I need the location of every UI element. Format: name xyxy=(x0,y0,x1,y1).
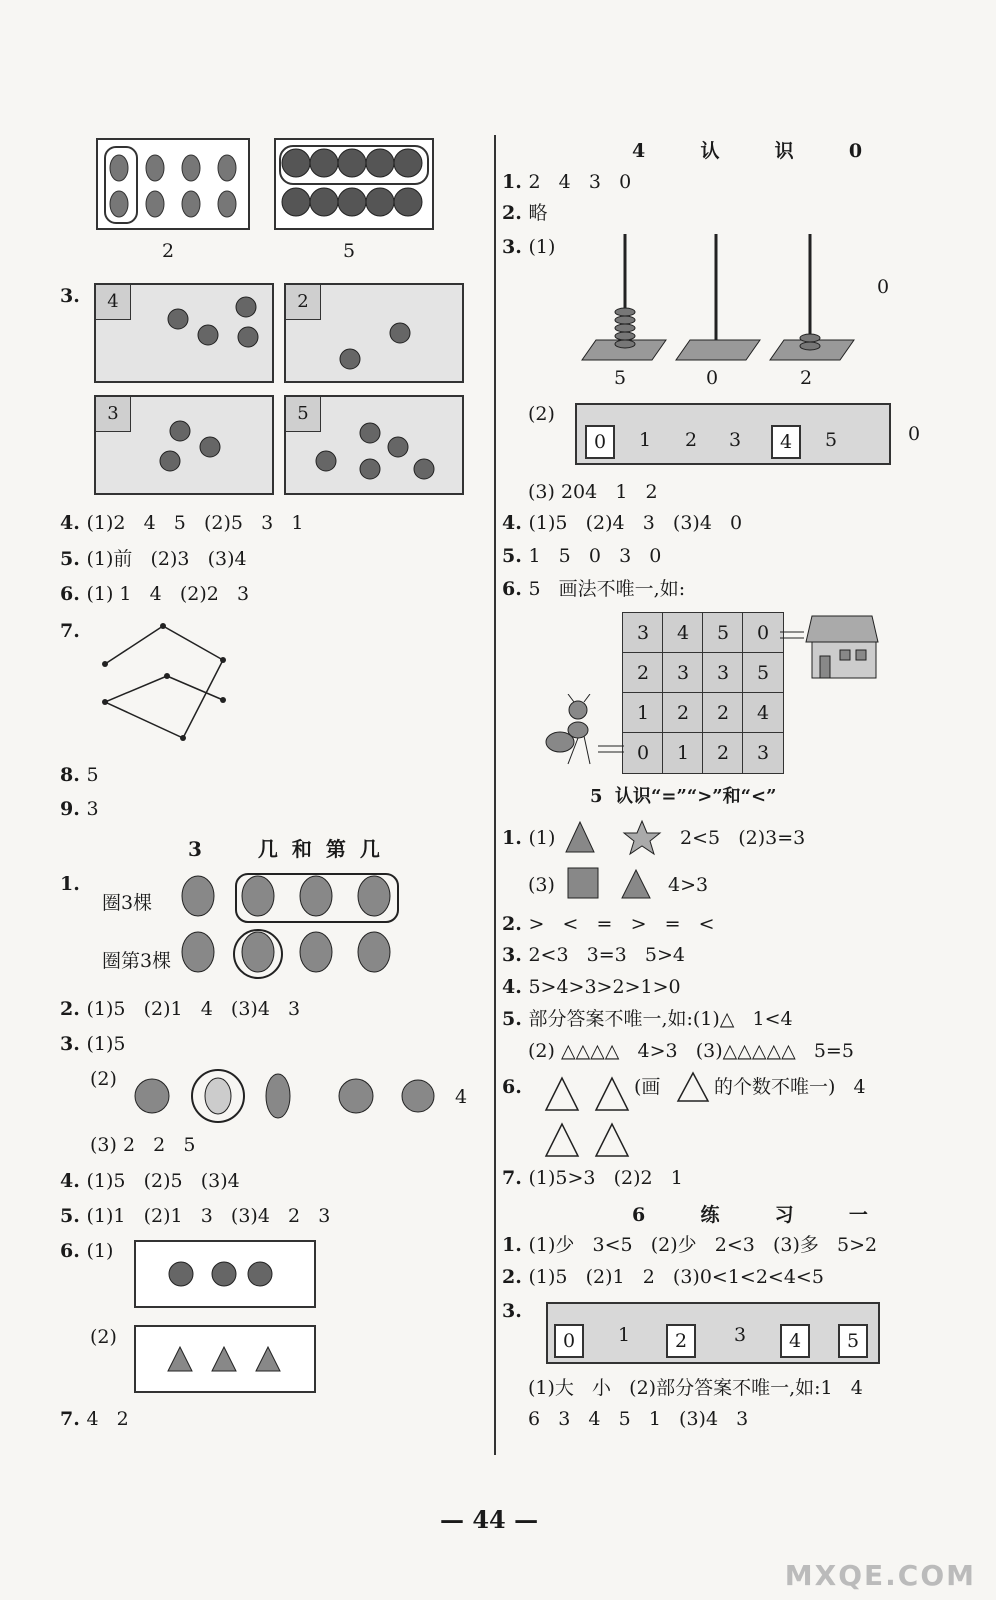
r-q3-line: 3. (1) xyxy=(502,236,556,258)
s5-q2-line: 2. > < = > = < xyxy=(502,913,715,935)
s3-q2-answer: (1)5 (2)1 4 (3)4 3 xyxy=(86,998,301,1020)
grid-cell: 0 xyxy=(742,612,784,654)
q4-answer: (1)2 4 5 (2)5 3 1 xyxy=(86,512,304,534)
s3-q3-2-answer: 4 xyxy=(455,1086,468,1108)
ruler-2-box-4: 4 xyxy=(780,1324,810,1358)
s3-q4-answer: (1)5 (2)5 (3)4 xyxy=(86,1170,240,1192)
ruler-2-box-2: 2 xyxy=(666,1324,696,1358)
ruler-1-num-3: 3 xyxy=(729,429,742,451)
pineapple-icons xyxy=(98,140,248,228)
s5-q1-3-answer: 4>3 xyxy=(668,874,709,896)
s5-q2-answer: > < = > = < xyxy=(528,913,715,935)
q2-count-a: 2 xyxy=(162,240,175,262)
watermelon-group-box xyxy=(274,138,434,230)
q9-line: 9. 3 xyxy=(60,798,99,820)
s5-q1-1-answer: 2<5 (2)3=3 xyxy=(680,827,806,849)
s5-q5-line: 5. 部分答案不唯一,如:(1)△ 1<4 xyxy=(502,1008,793,1030)
r-q4-answer: (1)5 (2)4 3 (3)4 0 xyxy=(528,512,743,534)
r-q3-3: (3) 204 1 2 xyxy=(528,481,658,503)
s3-q5-answer: (1)1 (2)1 3 (3)4 2 3 xyxy=(86,1205,331,1227)
grid-cell: 0 xyxy=(622,732,664,774)
q5-line: 5. (1)前 (2)3 (3)4 xyxy=(60,548,247,570)
s3-q1-row2-label: 圈第3棵 xyxy=(102,950,172,972)
triangle-outline-icon xyxy=(674,1070,712,1104)
s5-q7-line: 7. (1)5>3 (2)2 1 xyxy=(502,1167,683,1189)
q8-line: 8. 5 xyxy=(60,764,99,786)
ruler-2-box-0: 0 xyxy=(554,1324,584,1358)
q7-label: 7. xyxy=(60,620,80,642)
grid-cell: 3 xyxy=(702,652,744,694)
flower-icons xyxy=(96,285,272,381)
section-3-title: 3 几和第几 xyxy=(188,837,394,861)
r-q4-line: 4. (1)5 (2)4 3 (3)4 0 xyxy=(502,512,743,534)
s3-q4-line: 4. (1)5 (2)5 (3)4 xyxy=(60,1170,240,1192)
s6-q3-label: 3. xyxy=(502,1300,522,1322)
r-q2-line: 2. 略 xyxy=(502,202,548,224)
grid-cell: 1 xyxy=(622,692,664,734)
column-divider xyxy=(494,135,496,1455)
s5-q5-2: (2) △△△△ 4>3 (3)△△△△△ 5=5 xyxy=(528,1040,854,1062)
triangles-box xyxy=(134,1325,316,1393)
triangle-star-icons xyxy=(562,818,666,858)
s3-q3-2-label: (2) xyxy=(90,1068,117,1090)
abacus-label-2: 0 xyxy=(706,367,719,389)
ruler-1-box-4: 4 xyxy=(771,425,801,459)
s6-q3-a: (1)大 小 (2)部分答案不唯一,如:1 4 xyxy=(528,1377,863,1399)
grid-cell: 2 xyxy=(702,732,744,774)
r-q5-answer: 1 5 0 3 0 xyxy=(528,545,662,567)
q6-answer: (1) 1 4 (2)2 3 xyxy=(86,583,250,605)
s3-q7-answer: 4 2 xyxy=(86,1408,129,1430)
s3-q6-line: 6. (1) xyxy=(60,1240,114,1262)
r-q2-answer: 略 xyxy=(528,202,548,224)
square-triangle-icons xyxy=(566,864,656,904)
r-q6-answer: 5 画法不唯一,如: xyxy=(528,578,686,600)
s3-q3-answer: (1)5 xyxy=(86,1033,126,1055)
s5-q6-note-a: (画 xyxy=(634,1076,661,1098)
q5-answer: (1)前 (2)3 (3)4 xyxy=(86,548,247,570)
ruler-1-num-2: 2 xyxy=(685,429,698,451)
r-q3-1-label: (1) xyxy=(528,236,556,258)
watermelon-icons xyxy=(276,140,432,228)
s5-q1-line: 1. (1) xyxy=(502,827,556,849)
s6-q3-b: 6 3 4 5 1 (3)4 3 xyxy=(528,1408,749,1430)
abacus-label-3: 2 xyxy=(800,367,813,389)
s6-q2-answer: (1)5 (2)1 2 (3)0<1<2<4<5 xyxy=(528,1266,824,1288)
s5-q4-line: 4. 5>4>3>2>1>0 xyxy=(502,976,681,998)
fruit-icons xyxy=(130,1068,450,1124)
grid-cell: 2 xyxy=(702,692,744,734)
tree-icons xyxy=(178,872,408,984)
q3-label: 3. xyxy=(60,285,80,307)
s3-q5-line: 5. (1)1 (2)1 3 (3)4 2 3 xyxy=(60,1205,331,1227)
abacus-side-answer: 0 xyxy=(877,276,890,298)
s3-q6-1-label: (1) xyxy=(86,1240,114,1262)
page-number: — 44 — xyxy=(440,1505,539,1534)
s5-q5-1-answer: 部分答案不唯一,如:(1)△ 1<4 xyxy=(528,1008,793,1030)
triangle-outline-icons xyxy=(540,1072,636,1164)
triangle-shapes xyxy=(136,1327,314,1391)
flower-icons xyxy=(96,397,272,493)
ruler-2-box-5: 5 xyxy=(838,1324,868,1358)
flower-box-3 xyxy=(94,395,274,495)
grid-cell: 5 xyxy=(742,652,784,694)
s3-q1-label: 1. xyxy=(60,873,80,895)
abacus-drawing xyxy=(578,230,858,366)
grid-cell: 2 xyxy=(622,652,664,694)
flower-icons xyxy=(286,397,462,493)
s5-q1-3-label: (3) xyxy=(528,874,555,896)
r-q1-answer: 2 4 3 0 xyxy=(528,171,632,193)
grid-cell: 5 xyxy=(702,612,744,654)
ruler-2-num-3: 3 xyxy=(734,1324,747,1346)
s3-q2-line: 2. (1)5 (2)1 4 (3)4 3 xyxy=(60,998,301,1020)
s3-q1-row1-label: 圈3棵 xyxy=(102,892,153,914)
s6-q1-answer: (1)少 3<5 (2)少 2<3 (3)多 5>2 xyxy=(528,1234,878,1256)
ruler-1-side-answer: 0 xyxy=(908,423,921,445)
ruler-1 xyxy=(575,403,891,465)
ant-icon xyxy=(538,694,628,774)
number-grid xyxy=(622,612,786,772)
s3-q7-line: 7. 4 2 xyxy=(60,1408,129,1430)
flower-box-1-count: 4 xyxy=(96,285,131,320)
grid-cell: 3 xyxy=(742,732,784,774)
flower-box-4 xyxy=(284,395,464,495)
pineapple-group-box xyxy=(96,138,250,230)
s5-q6-label: 6. xyxy=(502,1076,522,1098)
section-5-title: 5 认识“=”“>”和“<” xyxy=(590,786,777,807)
grid-cell: 2 xyxy=(662,692,704,734)
s5-q7-answer: (1)5>3 (2)2 1 xyxy=(528,1167,683,1189)
circle-shapes xyxy=(136,1242,314,1306)
flower-box-4-count: 5 xyxy=(286,397,321,432)
grid-cell: 3 xyxy=(622,612,664,654)
grid-cell: 1 xyxy=(662,732,704,774)
q2-count-b: 5 xyxy=(343,240,356,262)
ruler-2-num-1: 1 xyxy=(618,1324,631,1346)
section-4-title: 4 认 识 0 xyxy=(632,140,877,162)
ruler-1-box-0: 0 xyxy=(585,425,615,459)
q8-answer: 5 xyxy=(86,764,99,786)
flower-box-3-count: 3 xyxy=(96,397,131,432)
s5-q6-note-b: 的个数不唯一) 4 xyxy=(714,1076,866,1098)
flower-icons xyxy=(286,285,462,381)
q7-line-drawing xyxy=(95,620,235,750)
section-6-title: 6 练 习 一 xyxy=(632,1204,882,1226)
s3-q6-2-label: (2) xyxy=(90,1326,117,1348)
s3-q3-3: (3) 2 2 5 xyxy=(90,1134,196,1156)
flower-box-1 xyxy=(94,283,274,383)
grid-cell: 4 xyxy=(742,692,784,734)
grid-cell: 4 xyxy=(662,612,704,654)
s5-q3-line: 3. 2<3 3=3 5>4 xyxy=(502,944,685,966)
s5-q3-answer: 2<3 3=3 5>4 xyxy=(528,944,685,966)
flower-box-2-count: 2 xyxy=(286,285,321,320)
r-q3-2-label: (2) xyxy=(528,403,555,425)
watermark-logo: MXQE.COM xyxy=(784,1559,976,1592)
ruler-1-num-5: 5 xyxy=(825,429,838,451)
house-icon xyxy=(780,612,880,682)
r-q5-line: 5. 1 5 0 3 0 xyxy=(502,545,662,567)
r-q1-line: 1. 2 4 3 0 xyxy=(502,171,632,193)
r-q6-line: 6. 5 画法不唯一,如: xyxy=(502,578,686,600)
q6-line: 6. (1) 1 4 (2)2 3 xyxy=(60,583,250,605)
s6-q1-line: 1. (1)少 3<5 (2)少 2<3 (3)多 5>2 xyxy=(502,1234,878,1256)
flower-box-2 xyxy=(284,283,464,383)
q9-answer: 3 xyxy=(86,798,99,820)
circles-box xyxy=(134,1240,316,1308)
grid-cell: 3 xyxy=(662,652,704,694)
q4-line: 4. (1)2 4 5 (2)5 3 1 xyxy=(60,512,304,534)
ruler-1-num-1: 1 xyxy=(639,429,652,451)
s6-q2-line: 2. (1)5 (2)1 2 (3)0<1<2<4<5 xyxy=(502,1266,824,1288)
s5-q4-answer: 5>4>3>2>1>0 xyxy=(528,976,681,998)
abacus-label-1: 5 xyxy=(614,367,627,389)
ruler-2 xyxy=(546,1302,880,1364)
s5-q1-1-label: (1) xyxy=(528,827,556,849)
s3-q3-line: 3. (1)5 xyxy=(60,1033,126,1055)
